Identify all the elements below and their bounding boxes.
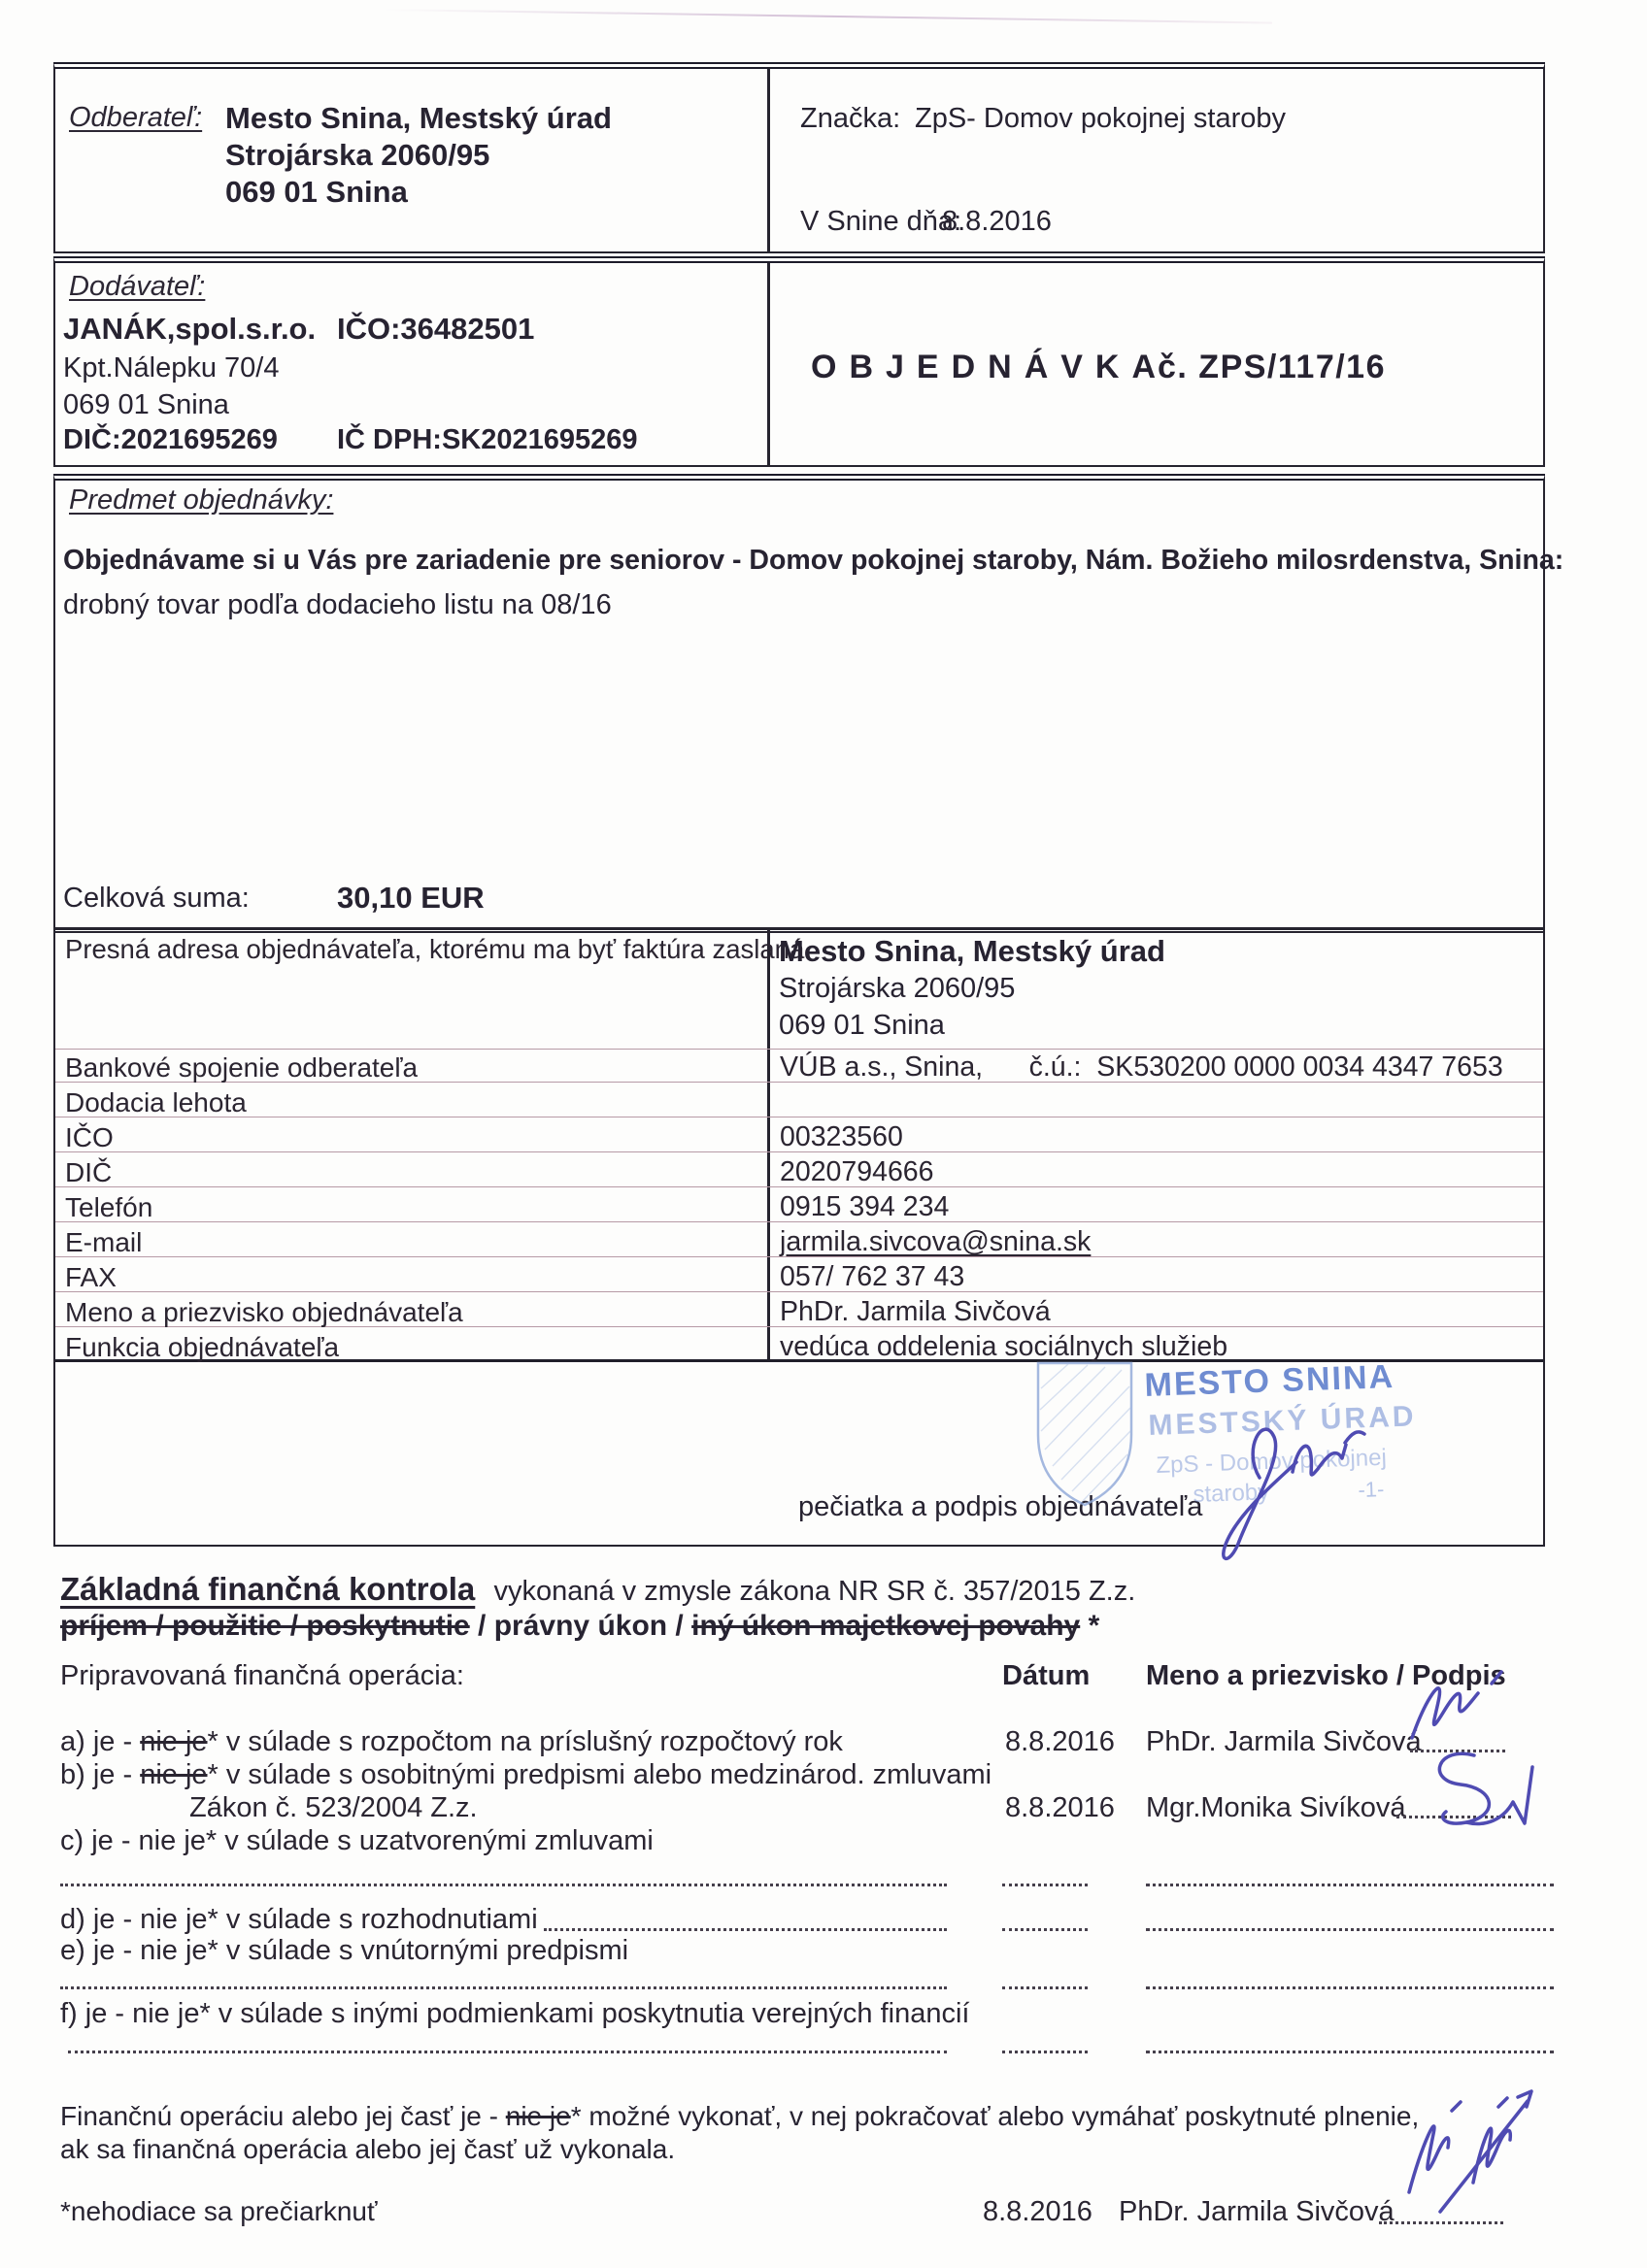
- order-title: OBJEDNÁVKA: [811, 349, 1169, 385]
- row-label: Dodacia lehota: [65, 1087, 247, 1117]
- subject-label: Predmet objednávky:: [69, 484, 334, 516]
- row-value: 0915 394 234: [780, 1191, 950, 1222]
- stamp-caption: pečiatka a podpis objednávateľa: [798, 1491, 1203, 1522]
- item-a-post: * v súlade s rozpočtom na príslušný rozpočtový rok: [207, 1726, 843, 1757]
- supplier-city: 069 01 Snina: [63, 389, 229, 420]
- total-value: 30,10 EUR: [337, 881, 485, 915]
- column-header-name: Meno a priezvisko / Podpis: [1146, 1660, 1506, 1691]
- row-value: PhDr. Jarmila Sivčová: [780, 1296, 1051, 1327]
- final-name: PhDr. Jarmila Sivčová: [1119, 2196, 1395, 2227]
- control-item-a: [60, 1726, 843, 1758]
- column-header-date: Dátum: [1002, 1660, 1091, 1691]
- row-value: 2020794666: [780, 1156, 934, 1187]
- dotted-line-d-col2: [1002, 1928, 1088, 1931]
- dotted-line-col1: [60, 1986, 947, 1989]
- item-b-struck: nie je: [140, 1759, 208, 1790]
- supplier-label: Dodávateľ:: [69, 271, 206, 302]
- prepared-operation-label: Pripravovaná finančná operácia:: [60, 1660, 464, 1691]
- closing-line1: [60, 2101, 1419, 2132]
- dotted-line-d: [544, 1928, 947, 1931]
- row-value: VÚB a.s., Snina, č.ú.: SK530200 0000 0034 4347 7653: [780, 1051, 1503, 1083]
- supplier-name: JANÁK,spol.s.r.o.: [63, 312, 317, 346]
- dotted-line-col3: [1146, 2051, 1554, 2053]
- item-a-name: PhDr. Jarmila Sivčová: [1146, 1726, 1422, 1757]
- row-value: [767, 1084, 780, 1117]
- dotted-line-d-col3: [1146, 1928, 1554, 1931]
- supplier-box: [53, 256, 1545, 467]
- stamp-line3: ZpS - Domov pokojnej: [1156, 1444, 1388, 1479]
- dotted-line-col2: [1002, 2051, 1088, 2053]
- dotted-line-col2: [1002, 1884, 1088, 1886]
- dotted-line-col3: [1146, 1884, 1554, 1886]
- table-row: [55, 1328, 1543, 1362]
- order-number: č. ZPS/117/16: [1158, 349, 1386, 385]
- row-label: Presná adresa objednávateľa, ktorému ma byť faktúra zaslaná: [65, 934, 805, 964]
- item-b-pre: b) je -: [60, 1759, 141, 1790]
- footnote: *nehodiace sa prečiarknuť: [60, 2196, 378, 2226]
- ops-struck-1: príjem / použitie / poskytnutie: [60, 1610, 470, 1642]
- subject-box: [53, 474, 1564, 933]
- control-title-rest: vykonaná v zmysle zákona NR SR č. 357/2015 Z.z.: [493, 1576, 1136, 1607]
- scan-artifact-line: [384, 9, 1272, 24]
- dotted-line-col1: [68, 2051, 947, 2053]
- control-title-line: [60, 1571, 1135, 1608]
- row-label: E-mail: [65, 1227, 143, 1257]
- control-operation-types: [60, 1610, 1099, 1643]
- ops-struck-2: iný úkon majetkovej povahy: [691, 1610, 1081, 1642]
- closing-struck: nie je: [505, 2101, 571, 2131]
- table-row: [55, 930, 1543, 1050]
- row-label: FAX: [65, 1262, 117, 1292]
- supplier-street: Kpt.Nálepku 70/4: [63, 352, 280, 384]
- row-label: Meno a priezvisko objednávateľa: [65, 1297, 463, 1327]
- closing-post: * možné vykonať, v nej pokračovať alebo vymáhať poskytnuté plnenie,: [570, 2101, 1420, 2131]
- table-row: [55, 1153, 1543, 1187]
- item-b-date: 8.8.2016: [1005, 1792, 1115, 1823]
- row-label: Bankové spojenie odberateľa: [65, 1052, 419, 1083]
- table-row: [55, 1118, 1543, 1152]
- customer-street: Strojárska 2060/95: [225, 138, 490, 172]
- total-label: Celková suma:: [63, 883, 250, 914]
- ops-plain: / právny úkon /: [469, 1610, 692, 1642]
- row-value: Strojárska 2060/95: [779, 973, 1016, 1004]
- control-item-c: c) je - nie je* v súlade s uzatvorenými zmluvami: [60, 1825, 654, 1856]
- reference-label: Značka:: [800, 103, 901, 134]
- customer-box: [53, 62, 1545, 253]
- subject-line2: drobný tovar podľa dodacieho listu na 08/16: [63, 589, 612, 620]
- place-date-label: V Snine dňa:: [800, 206, 962, 237]
- customer-box-divider: [767, 69, 770, 251]
- row-value: vedúca oddelenia sociálnych služieb: [780, 1331, 1228, 1362]
- table-row: [55, 1188, 1543, 1222]
- customer-label: Odberateľ:: [69, 102, 203, 133]
- row-value: Mesto Snina, Mestský úrad: [779, 934, 1165, 968]
- stamp-line4: staroby: [1193, 1479, 1270, 1508]
- row-value: 057/ 762 37 43: [780, 1261, 965, 1292]
- final-date: 8.8.2016: [983, 2196, 1092, 2227]
- control-item-d: d) je - nie je* v súlade s rozhodnutiami: [60, 1904, 538, 1935]
- dotted-line-col1: [60, 1884, 947, 1886]
- supplier-ico: IČO:36482501: [337, 312, 535, 346]
- customer-city: 069 01 Snina: [225, 175, 408, 209]
- place-date-value: 8.8.2016: [942, 206, 1052, 237]
- item-a-pre: a) je -: [60, 1726, 141, 1757]
- dotted-line-col2: [1002, 1986, 1088, 1989]
- table-row: [55, 1084, 1543, 1117]
- dotted-line-col3: [1146, 1986, 1554, 1989]
- supplier-icdph: IČ DPH:SK2021695269: [337, 424, 638, 455]
- row-value-email: jarmila.sivcova@snina.sk: [780, 1226, 1092, 1257]
- control-item-f: f) je - nie je* v súlade s inými podmienkami poskytnutia verejných financií: [60, 1998, 970, 2029]
- control-title: Základná finančná kontrola: [60, 1571, 476, 1607]
- row-label: DIČ: [65, 1157, 113, 1187]
- table-row: [55, 1258, 1543, 1292]
- control-item-b: [60, 1759, 992, 1791]
- item-b-name: Mgr.Monika Sivíková: [1146, 1792, 1406, 1823]
- table-row: [55, 1293, 1543, 1327]
- signature-scribble-final: [1384, 2078, 1554, 2228]
- ops-mark: *: [1080, 1610, 1100, 1642]
- item-a-struck: nie je: [140, 1726, 208, 1757]
- stamp-line1: MESTO SNINA: [1144, 1358, 1395, 1404]
- reference-value: ZpS- Domov pokojnej staroby: [915, 103, 1286, 134]
- row-value: 00323560: [780, 1121, 903, 1152]
- stamp-shield-icon: [1029, 1357, 1144, 1515]
- row-label: IČO: [65, 1122, 114, 1152]
- item-b-subline: Zákon č. 523/2004 Z.z.: [189, 1792, 478, 1823]
- row-label: Telefón: [65, 1192, 153, 1222]
- signature-scribble-b: [1410, 1738, 1541, 1850]
- supplier-dic: DIČ:2021695269: [63, 424, 278, 455]
- signature-scribble-stamp: [1199, 1388, 1389, 1578]
- subject-line1: Objednávame si u Vás pre zariadenie pre seniorov - Domov pokojnej staroby, Nám. Božieho milosrdenstva, Snina:: [63, 545, 1564, 576]
- row-value: 069 01 Snina: [779, 1010, 945, 1041]
- table-row: [55, 1049, 1543, 1083]
- closing-pre: Finančnú operáciu alebo jej časť je -: [60, 2101, 506, 2131]
- stamp-line2: MESTSKÝ ÚRAD: [1148, 1400, 1417, 1442]
- item-a-date: 8.8.2016: [1005, 1726, 1115, 1757]
- control-item-e: e) je - nie je* v súlade s vnútornými predpismi: [60, 1935, 629, 1966]
- supplier-box-divider: [767, 263, 770, 465]
- stamp-page-mark: -1-: [1358, 1477, 1385, 1502]
- item-b-post: * v súlade s osobitnými predpismi alebo medzinárod. zmluvami: [207, 1759, 992, 1790]
- table-row: [55, 1223, 1543, 1257]
- customer-name: Mesto Snina, Mestský úrad: [225, 101, 612, 135]
- closing-line2: ak sa finančná operácia alebo jej časť už vykonala.: [60, 2134, 676, 2164]
- row-label: Funkcia objednávateľa: [65, 1332, 340, 1362]
